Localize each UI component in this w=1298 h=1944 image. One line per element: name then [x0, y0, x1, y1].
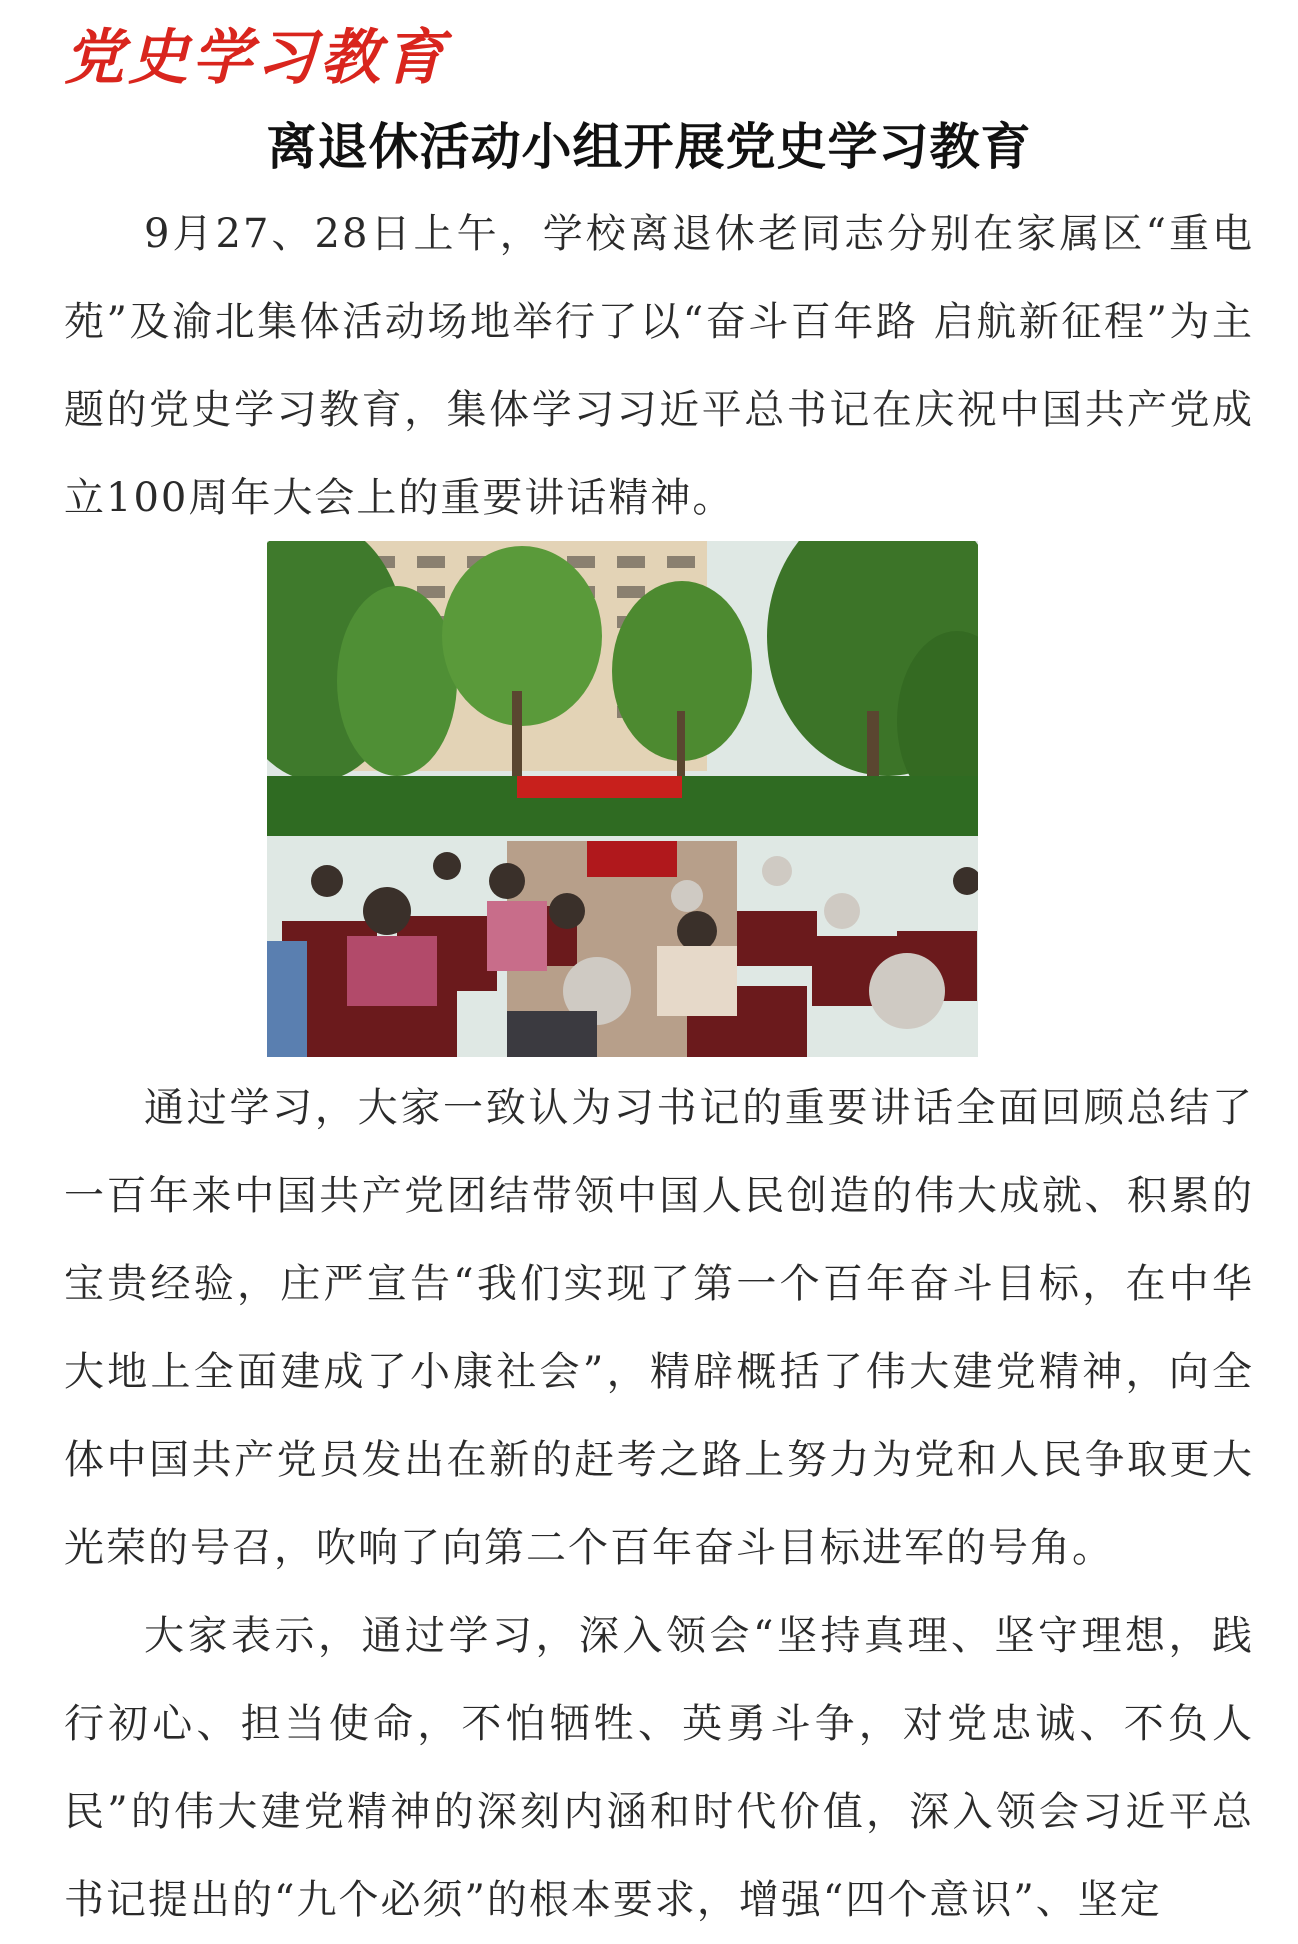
event-photo — [267, 541, 978, 1057]
paragraph-3: 大家表示，通过学习，深入领会“坚持真理、坚守理想，践行初心、担当使命，不怕牺牲、英勇斗争，对党忠诚、不负人民”的伟大建党精神的深刻内涵和时代价值，深入领会习近平总书记提出的“九个必须”的根本要求，增强“四个意识”、坚定 — [64, 1613, 1254, 1923]
section-label: 党史学习教育 — [64, 23, 448, 93]
paragraph-2: 通过学习，大家一致认为习书记的重要讲话全面回顾总结了一百年来中国共产党团结带领中国人民创造的伟大成就、积累的宝贵经验，庄严宣告“我们实现了第一个百年奋斗目标，在中华大地上全面建成了小康社会”，精辟概括了伟大建党精神，向全体中国共产党员发出在新的赶考之路上努力为党和人民争取更大光荣的号召，吹响了向第二个百年奋斗目标进军的号角。 — [64, 1085, 1254, 1571]
paragraph-1: 9月27、28日上午，学校离退休老同志分别在家属区“重电苑”及渝北集体活动场地举行了以“奋斗百年路 启航新征程”为主题的党史学习教育，集体学习习近平总书记在庆祝中国共产党成立100周年大会上的重要讲话精神。 — [64, 211, 1254, 521]
article-title: 离退休活动小组开展党史学习教育 — [266, 118, 1032, 176]
